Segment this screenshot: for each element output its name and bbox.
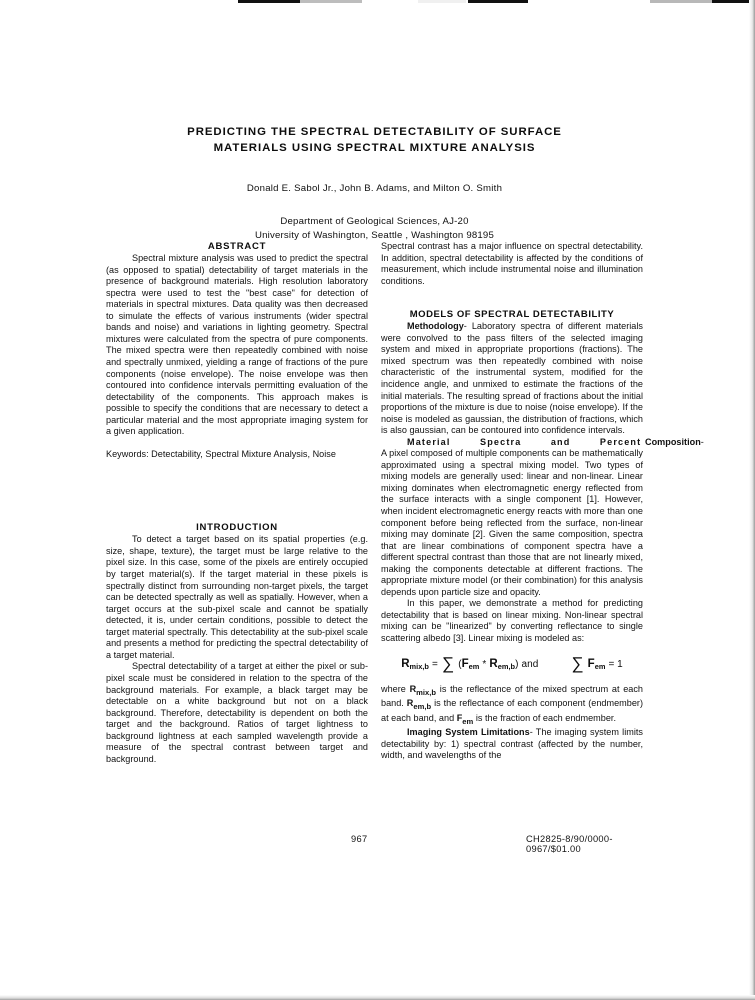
equation-operator: * — [482, 658, 487, 670]
equation-close-paren: ) — [515, 658, 519, 670]
equation-term1-variable: F — [461, 657, 469, 670]
material-label-4: Percent — [599, 436, 642, 447]
material-composition-body: - A pixel composed of multiple components can be mathematically approximated using a spectral mixing model. Two types of mixing models are generally used: linear and non-linear. Linear mixing dominates when electromagnetic energy reflected from the surface interacts with a single component [1]. However, when incident electromagnetic energy reacts with more than one component before being reflected from the surface, non-linear mixing may dominate [2]. Given the same composition, spectra that are linear combinations of component spectra have a different spectral contrast than those that are not linearly mixed, making the components detectable at different fractions. The appropriate mixture model (or their combination) for this analysis depends upon particle size and opacity. — [381, 436, 704, 597]
left-column — [106, 241, 368, 765]
imaging-limitations-body: - The imaging system limits detectability by: 1) spectral contrast (affected by the number, width, and wavelengths of the — [381, 727, 643, 761]
equation-term1-subscript: em — [468, 661, 480, 671]
equation-equals-2: = 1 — [608, 658, 623, 670]
author-list: Donald E. Sabol Jr., John B. Adams, and Milton O. Smith — [246, 183, 503, 194]
abstract-body: Spectral mixture analysis was used to predict the spectral (as opposed to spatial) detectability of target materials in the presence of background materials. High resolution laboratory spectra were used to test the "best case" for detection of materials in spectral mixtures. Data quality was then decreased to simulate the effects of various instruments (wider spectral bands and noise) and variations in lighting geometry. Spectral mixtures were calculated from the spectra of pure components. The mixed spectra were then repeatedly combined with noise and spectrally unmixed, yielding a range of fractions of the pure components (noise envelope). The noise envelope was then contoured into confidence intervals permitting evaluation of the detectability of the components. This approach makes is possible to specify the conditions that are necessary to detect a particular material and the most appropriate imaging system for a given application. — [106, 253, 368, 437]
page-edge-right — [749, 0, 755, 1000]
material-label-3: and — [550, 436, 571, 447]
title-block — [106, 125, 643, 242]
equation-open-paren: ( — [458, 658, 462, 670]
equation-equals: = — [432, 658, 438, 670]
where-subscript-3: em — [462, 716, 474, 726]
where-subscript-1: mix,b — [416, 687, 437, 697]
equation-term3-subscript: em — [594, 661, 606, 671]
right-column — [381, 241, 704, 762]
imaging-limitations-label: Imaging System Limitations — [407, 727, 530, 738]
page-title — [106, 125, 643, 156]
where-text-d: is the fraction of each endmember. — [473, 712, 617, 723]
where-variable-3: F — [456, 712, 463, 723]
affiliation-line-1: Department of Geological Sciences, AJ-20 — [280, 216, 469, 227]
where-subscript-2: em,b — [413, 702, 432, 712]
imaging-limitations-paragraph — [381, 727, 643, 762]
title-line-2: MATERIALS USING SPECTRAL MIXTURE ANALYSIS — [213, 141, 536, 154]
equation-term3-variable: F — [587, 657, 595, 670]
document-identifier: CH2825-8/90/0000-0967/$01.00 — [526, 834, 613, 854]
page-edge-bottom — [0, 995, 755, 1000]
introduction-paragraph-2: Spectral detectability of a target at either the pixel or sub-pixel scale must be considered in relation to the spectra of the background materials. For example, a black target may be detectable on a white background but not on a black background. Therefore, detectability is dependent on both the target and the background. Ratios of target lightness to background lightness at each sampled wavelength provide a measure of the spectral contrast between target and background. — [106, 661, 368, 764]
linear-mixing-paragraph: In this paper, we demonstrate a method for predicting detectability that is based on linear mixing. Non-linear spectral mixing can be "linearized" by converting reflectance to single scattering albedo [3]. Linear mixing is modeled as: — [381, 598, 643, 643]
introduction-heading: INTRODUCTION — [196, 522, 278, 534]
keywords: Keywords: Detectability, Spectral Mixture Analysis, Noise — [106, 448, 336, 459]
affiliation — [106, 215, 643, 242]
where-text-b: is the reflectance of the mixed spectrum at each band. — [381, 684, 644, 709]
material-label-5: Composition — [645, 436, 701, 447]
methodology-paragraph — [381, 321, 643, 436]
abstract-heading: ABSTRACT — [207, 241, 267, 252]
equation-term2-subscript: em,b — [497, 661, 516, 671]
where-variable-2: R — [406, 698, 414, 709]
equation-lhs-variable: R — [401, 657, 410, 670]
page-number: 967 — [351, 834, 368, 844]
equation-conjunction: and — [521, 658, 539, 670]
equation-term2-variable: R — [489, 657, 498, 670]
intro-continuation: Spectral contrast has a major influence on spectral detectability. In addition, spectral detectability is affected by the conditions of measurement, which include instrumental noise and illumination conditions. — [381, 241, 643, 286]
equation-definitions — [381, 684, 643, 727]
equation-lhs-subscript: mix,b — [409, 661, 429, 671]
where-text-c: is the reflectance of each component (endmember) at each band, and — [381, 698, 644, 723]
material-label-2: Spectra — [480, 436, 522, 447]
methodology-body: - Laboratory spectra of different materials were convolved to the pass filters of the selected imaging system and mixed in appropriate proportions (fractions). The mixed spectrum was then repeatedly combined with noise characteristic of the instrumental system, modified for the incidence angle, and unmixed to estimate the fractions of the initial materials. The resulting spread of fractions about the initial proportions of the mixture is due to noise (noise envelope). If the noise is modeled as gaussian, the distribution of fractions, which is also gaussian, can be contoured into confidence intervals. — [381, 321, 643, 436]
affiliation-line-2: University of Washington, Seattle , Washington 98195 — [255, 229, 494, 241]
material-composition-paragraph — [381, 436, 704, 599]
summation-symbol: ∑ — [441, 653, 455, 673]
models-heading: MODELS OF SPECTRAL DETECTABILITY — [409, 309, 615, 321]
introduction-paragraph-1: To detect a target based on its spatial properties (e.g. size, shape, texture), the target must be large relative to the pixel size. In this case, some of the pixels are entirely occupied by target material(s). If the target material in these pixels is spectrally distinct from surrounding non-target pixels, the target can be detected spectrally as well as spatially. However, when a target occurs at the sub-pixel scale and cannot be spatially detected, it is, under certain conditions, possible to detect the target material spectrally. This detectability at the sub-pixel scale and presents a method for predicting the spectral detectability of a target material. — [106, 534, 368, 660]
where-text-a: where — [381, 684, 410, 695]
methodology-label: Methodology — [407, 321, 464, 332]
summation-symbol-2: ∑ — [571, 653, 584, 673]
linear-mixing-equation — [381, 653, 643, 673]
material-label-1: Material — [407, 436, 451, 447]
where-variable-1: R — [409, 684, 417, 695]
title-line-1: PREDICTING THE SPECTRAL DETECTABILITY OF SURFACE — [187, 126, 562, 138]
